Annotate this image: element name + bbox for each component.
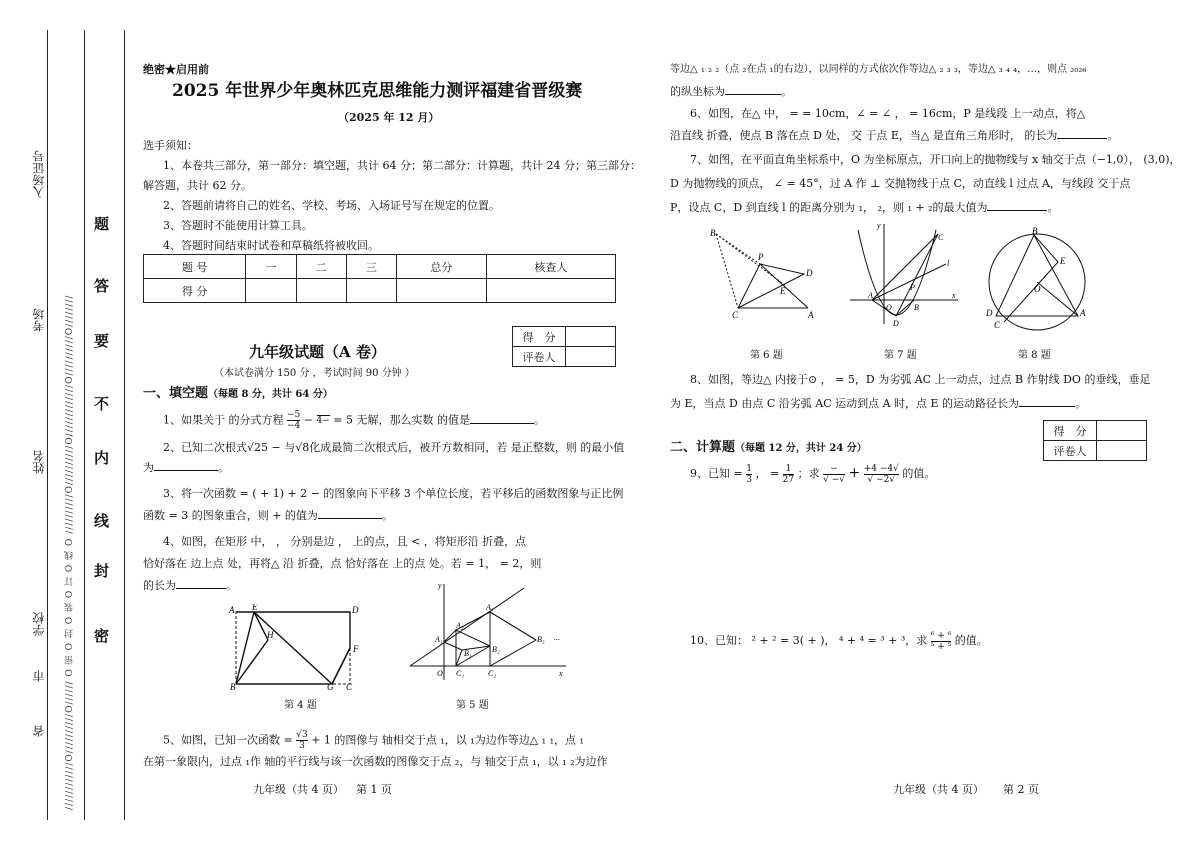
footer-right-grade: 九年级（共 4 页）	[893, 783, 984, 796]
fig5-label: C₂	[488, 669, 497, 678]
fig4-line-ab	[236, 612, 254, 684]
fig5-label: C₁	[456, 669, 465, 678]
seal-char-5: 不	[94, 395, 110, 413]
seal-char-6: 要	[94, 332, 110, 350]
fig5-label: A₁	[435, 635, 443, 644]
seal-char-2: 封	[94, 562, 110, 580]
score-header: 核查人	[486, 255, 615, 279]
score-cell[interactable]	[486, 279, 615, 303]
note-4: 4、答题时间结束时试卷和草稿纸将被收回。	[163, 239, 379, 252]
exam-title: 2025 年世界少年奥林匹克思维能力测评福建省晋级赛	[172, 81, 583, 101]
q1-fraction-2: 4−	[316, 416, 330, 426]
fig6-dashed-bp	[716, 234, 760, 264]
question-5-cont: 在第一象限内，过点 ₁作 轴的平行线与该一次函数的图像交于点 ₂，与 轴交于点 ₁，以 ₁ ₂为边作	[143, 755, 608, 768]
answer-blank-5[interactable]	[725, 84, 781, 95]
fig5-segment	[456, 646, 490, 666]
fig6-triangle-cpd	[738, 264, 804, 308]
fig6-label: B	[710, 228, 716, 238]
score-header: 二	[296, 255, 346, 279]
answer-blank-3[interactable]	[318, 508, 382, 519]
fig6-label: P	[758, 252, 764, 262]
paper-title: 九年级试题（A 卷）	[249, 343, 386, 361]
fig8-label: E	[1060, 256, 1066, 266]
answer-blank-1[interactable]	[470, 413, 534, 424]
question-5-cont2: 等边△ ₁ ₂ ₂（点 ₂在点 ₁的右边），以同样的方式依次作等边△ ₂ ₃ ₃，等边△ ₃ ₄ ₄，…，则点 ₂₀₂₆	[670, 64, 1087, 75]
question-8: 8、如图，等边△ 内接于⊙ ， = 5，D 为劣弧 AC 上一动点，过点 B 作射线 DO 的垂线，垂足	[690, 373, 1151, 386]
fig4-line-gf	[332, 648, 350, 684]
question-4: 4、如图，在矩形 中， ， 分别是边 ， 上的点，且 < ，将矩形沿 折叠，点	[163, 535, 527, 548]
footer-left-grade: 九年级（共 4 页）	[253, 783, 344, 796]
fig7-label: D	[893, 319, 899, 328]
fig4-label: B	[230, 682, 236, 690]
figure-6	[708, 224, 828, 324]
answer-blank-7[interactable]	[987, 200, 1047, 211]
section1-note: （每题 8 分，共计 64 分）	[208, 389, 333, 400]
fig7-line-ac	[872, 234, 938, 300]
fig8-label: B	[1032, 226, 1038, 236]
grader-score-cell[interactable]	[1097, 421, 1147, 441]
grader-name-cell[interactable]	[566, 347, 616, 367]
fig8-label: C	[994, 320, 1001, 330]
question-5: 5、如图，已知一次函数 = $\frac{√3}{3}$ + 1 的图像与 轴相交于点 ₁，以 ₁为边作等边△ ₁ ₁，点 ₁	[163, 730, 584, 751]
note-3: 3、答题时不能使用计算工具。	[163, 219, 313, 232]
score-table	[143, 254, 616, 303]
score-header: 一	[246, 255, 296, 279]
fig7-label: y	[877, 221, 881, 230]
fig8-line-oa	[1037, 282, 1078, 316]
binding-line-inner	[84, 30, 85, 820]
grader-name-label: 评卷人	[1044, 441, 1097, 461]
fig6-label: E	[780, 286, 786, 296]
answer-blank-4[interactable]	[176, 578, 226, 589]
fig4-label: H	[267, 630, 274, 640]
fig8-label: O	[1034, 284, 1041, 294]
fig7-label: l	[947, 259, 950, 268]
figure-4	[224, 604, 364, 690]
section2-title: 二、计算题	[670, 440, 736, 455]
question-3: 3、将一次函数 = ( + 1) + 2 − 的图象向下平移 3 个单位长度，若平移后的函数图象与正比例	[163, 487, 624, 500]
fig5-label: B₂	[492, 645, 500, 654]
fig5-triangle-1	[444, 642, 462, 666]
note-1-cont: 解答题，共计 62 分。	[143, 179, 252, 192]
fig4-label: F	[353, 644, 359, 654]
answer-blank-8[interactable]	[1019, 396, 1075, 407]
q5-fraction: $\frac{√3}{3}$	[296, 730, 308, 751]
grader-box-1	[512, 326, 616, 367]
grader-name-cell[interactable]	[1097, 441, 1147, 461]
question-5-end: 的纵坐标为 。	[670, 85, 792, 98]
figure-6-caption: 第 6 题	[750, 350, 783, 361]
fig5-label: y	[438, 581, 442, 590]
fig8-label: A	[1080, 308, 1086, 318]
q9-fraction-b: $\frac{1}{27}$	[782, 463, 795, 485]
footer-right-page: 第 2 页	[1003, 783, 1039, 796]
question-2-cont: 为 。	[143, 461, 229, 474]
fig7-label: B	[914, 303, 919, 312]
grader-box-2	[1043, 420, 1147, 461]
seal-char-7: 答	[94, 277, 110, 295]
fig8-triangle	[996, 235, 1078, 316]
seal-char-1: 密	[94, 627, 110, 645]
question-7-end: P，设点 C，D 到直线 l 的距离分别为 ₁， ₂，则 ₁ + ₂的最大值为 。	[670, 201, 1059, 214]
question-10: 10、已知： ² + ² = 3( + )， ⁴ + ⁴ = ³ + ³，求 $\frac{\text{⁶ + ⁶}}{\text{⁵ + ⁵}}$ 的值。	[690, 630, 988, 652]
grader-name-label: 评卷人	[513, 347, 566, 367]
fig4-label: G	[327, 682, 334, 690]
question-6: 6、如图，在△ 中， = = 10cm，∠ = ∠ ， = 16cm，P 是线段 上一动点，将△	[690, 107, 1086, 120]
score-header: 总分	[397, 255, 487, 279]
seal-char-3: 线	[94, 512, 110, 530]
fig5-label: ...	[554, 633, 560, 642]
question-8-cont: 为 E，当点 D 由点 C 沿劣弧 AC 运动到点 A 时，点 E 的运动路径长为 。	[670, 397, 1087, 410]
question-7: 7、如图，在平面直角坐标系中，O 为坐标原点，开口向上的抛物线与 x 轴交于点（−1,0）， (3,0)，	[690, 153, 1181, 166]
fig8-line-de	[1004, 262, 1058, 322]
question-3-cont: 函数 = 3 的图象重合，则 + 的值为 。	[143, 509, 393, 522]
figure-8-caption: 第 8 题	[1018, 350, 1051, 361]
score-row-label: 得 分	[144, 279, 246, 303]
venue-label: 考场	[32, 308, 46, 332]
fig7-label: x	[952, 291, 956, 300]
fig5-label: A₃	[486, 603, 494, 612]
section1-title: 一、填空题	[143, 386, 209, 401]
fig6-label: A	[808, 310, 814, 320]
note-2: 2、答题前请将自己的姓名、学校、考场、入场证号写在规定的位置。	[163, 199, 500, 212]
question-1: 1、如果关于 的分式方程 $\frac{-5}{-4}$ − 4− = 5 无解，那么实数 的值是 。	[163, 410, 545, 431]
figure-7	[846, 220, 962, 328]
fig4-label: E	[252, 604, 258, 612]
fig5-label: B₃	[537, 635, 545, 644]
question-4-cont: 恰好落在 边上点 处，再将△ 沿 折叠，点 恰好落在 上的点 处。若 = 1， = 2，则	[143, 557, 542, 570]
figure-8	[982, 226, 1092, 336]
score-header: 题 号	[144, 255, 246, 279]
fig4-label: A	[229, 605, 235, 615]
figure-5	[404, 580, 574, 684]
q1-fraction-1: $\frac{-5}{-4}$	[287, 410, 301, 431]
grader-score-label: 得 分	[513, 327, 566, 347]
score-cell[interactable]	[246, 279, 296, 303]
fig6-label: D	[806, 268, 813, 278]
footer-left-page: 第 1 页	[356, 783, 392, 796]
seal-dash-line: ////////////O//////////O////// O 密 O 封 O 装 O 订 O 线 O //////////O//////////O/////////////O//////////O////////	[65, 294, 75, 810]
score-cell[interactable]	[296, 279, 346, 303]
figure-7-caption: 第 7 题	[884, 350, 917, 361]
fig5-label: B₁	[464, 649, 472, 658]
fig7-label: A	[868, 291, 873, 300]
fig5-label: O	[437, 669, 443, 678]
answer-blank-2[interactable]	[154, 460, 218, 471]
question-9: 9、已知 = $\frac{1}{3}$ ， = $\frac{1}{27}$ ；求 $\frac{-}{√ -√}$ + $\frac{+4 -4√}{√ -2√}$ 的值。	[690, 463, 936, 485]
fig6-dashed-bc	[716, 234, 738, 308]
question-6-cont: 沿直线 折叠，使点 B 落在点 D 处， 交 于点 E，当△ 是直角三角形时， 的长为 。	[670, 129, 1119, 142]
fig8-label: D	[986, 308, 993, 318]
binding-line-outer	[47, 30, 48, 820]
fig7-label: P	[910, 283, 915, 292]
section2-note: （每题 12 分，共计 24 分）	[735, 443, 867, 454]
fig5-segment	[490, 612, 536, 640]
question-7-cont: D 为抛物线的顶点， ∠ = 45°，过 A 作 ⊥ 交抛物线于点 C，动直线 l 过点 A，与线段 交于点	[670, 177, 1131, 190]
fig7-line-l	[872, 264, 946, 300]
fig4-line-eg	[254, 612, 332, 684]
confidential-mark: 绝密★启用前	[143, 63, 209, 76]
seal-char-4: 内	[94, 449, 110, 467]
grader-score-cell[interactable]	[566, 327, 616, 347]
notes-title: 选手须知：	[143, 139, 198, 152]
q10-fraction: $\frac{\text{⁶ + ⁶}}{\text{⁵ + ⁵}}$	[930, 630, 952, 652]
question-4-end: 的长为 。	[143, 579, 237, 592]
name-label: 姓名	[32, 450, 46, 474]
fig5-triangle-3	[490, 612, 536, 666]
fig7-line-bd	[896, 300, 914, 316]
fig5-label: x	[559, 669, 563, 678]
score-cell[interactable]	[397, 279, 487, 303]
school-label: 学校	[32, 612, 46, 636]
binding-line-edge	[124, 30, 125, 820]
grader-score-label: 得 分	[1044, 421, 1097, 441]
binding-strip	[0, 0, 128, 848]
fig7-label: C	[938, 233, 944, 242]
score-header: 三	[346, 255, 396, 279]
city-label: 市	[32, 670, 46, 682]
admission-label: 入场证号	[32, 150, 46, 198]
fig4-label: C	[346, 682, 353, 690]
paper-subtitle: （本试卷满分 150 分 ，考试时间 90 分钟 ）	[214, 368, 415, 379]
fig6-label: C	[732, 310, 739, 320]
figure-4-caption: 第 4 题	[284, 700, 317, 711]
fig5-label: A₂	[456, 621, 464, 630]
score-cell[interactable]	[346, 279, 396, 303]
note-1: 1、本卷共三部分，第一部分：填空题，共计 64 分；第二部分：计算题，共计 24 分；第三部分：	[163, 159, 641, 172]
province-label: 省	[32, 725, 46, 737]
q9-fraction-a: $\frac{1}{3}$	[746, 463, 752, 485]
fig4-label: D	[352, 605, 359, 615]
question-2: 2、已知二次根式√25 − 与√8化成最简二次根式后，被开方数相同，若 是正整数，则 的最小值	[163, 441, 625, 454]
q9-fraction-d: $\frac{+4 -4√}{√ -2√}$	[863, 463, 899, 485]
answer-blank-6[interactable]	[1057, 128, 1107, 139]
fig7-label: O	[886, 303, 892, 312]
fig7-parabola	[858, 230, 936, 315]
seal-char-8: 题	[94, 215, 110, 233]
figure-5-caption: 第 5 题	[456, 700, 489, 711]
q9-fraction-c: $\frac{-}{√ -√}$	[823, 463, 845, 485]
exam-date: （2025 年 12 月）	[338, 111, 440, 124]
fig4-line-eh	[254, 612, 268, 640]
